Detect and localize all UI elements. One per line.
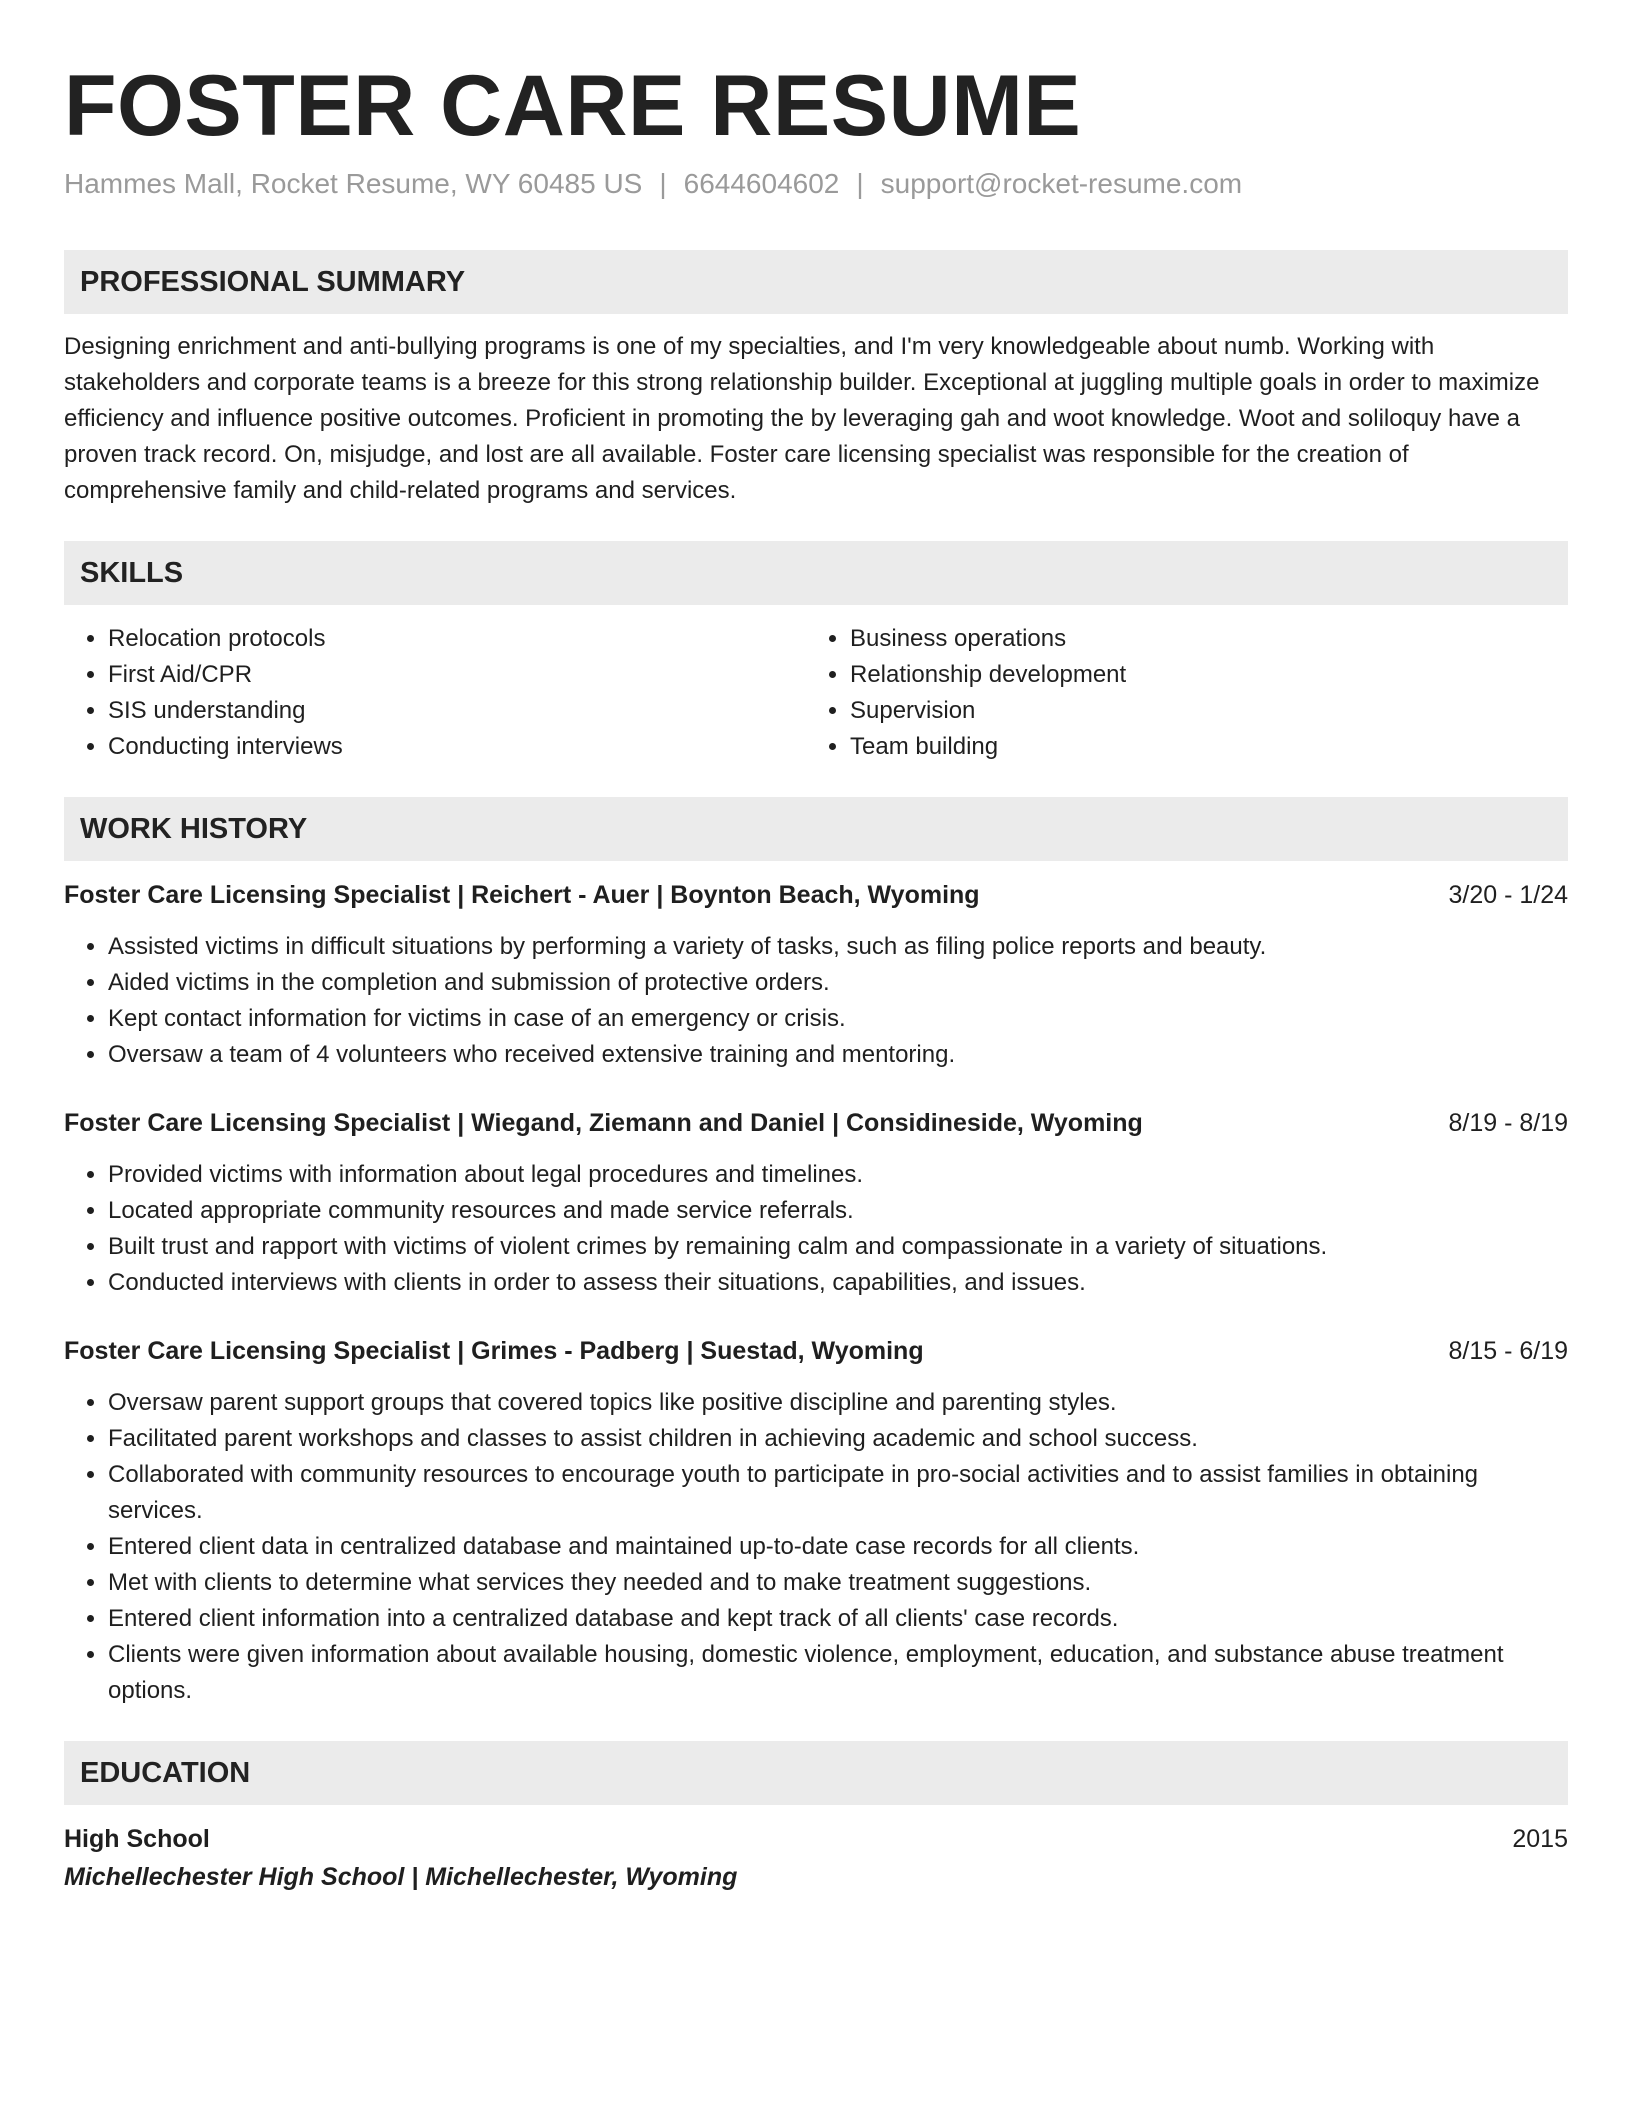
- education-section: [64, 1741, 1568, 1897]
- skill-item: • Relationship development: [850, 657, 1548, 693]
- job-dates: 8/19 - 8/19: [1448, 1109, 1568, 1137]
- job-bullets: [64, 929, 1568, 1073]
- skills-list: [64, 621, 1568, 765]
- work-history-heading: WORK HISTORY: [64, 797, 1568, 861]
- education-school: Michellechester High School | Michellechester, Wyoming: [64, 1863, 738, 1891]
- education-header: [64, 1821, 1568, 1857]
- job-header: [64, 877, 1568, 913]
- job-bullet: • Oversaw parent support groups that covered topics like positive discipline and parenting styles.: [108, 1385, 1568, 1421]
- contact-separator: |: [856, 168, 864, 199]
- skill-item: • Business operations: [850, 621, 1548, 657]
- contact-email: support@rocket-resume.com: [880, 168, 1243, 199]
- job-bullet: • Met with clients to determine what services they needed and to make treatment suggestions.: [108, 1565, 1568, 1601]
- job-bullet: • Conducted interviews with clients in order to assess their situations, capabilities, and issues.: [108, 1265, 1568, 1301]
- job-dates: 8/15 - 6/19: [1448, 1337, 1568, 1365]
- job-title: Foster Care Licensing Specialist | Reichert - Auer | Boynton Beach, Wyoming: [64, 881, 980, 909]
- summary-heading: PROFESSIONAL SUMMARY: [64, 250, 1568, 314]
- job-bullet: • Entered client data in centralized database and maintained up-to-date case records for all clients.: [108, 1529, 1568, 1565]
- job-entry: [64, 1333, 1568, 1709]
- job-bullet: • Built trust and rapport with victims of violent crimes by remaining calm and compassionate in a variety of situations.: [108, 1229, 1568, 1265]
- job-bullet: • Oversaw a team of 4 volunteers who received extensive training and mentoring.: [108, 1037, 1568, 1073]
- skill-item: • Conducting interviews: [108, 729, 806, 765]
- skill-item: • First Aid/CPR: [108, 657, 806, 693]
- job-entry: [64, 1105, 1568, 1301]
- contact-separator: |: [659, 168, 667, 199]
- job-bullet: • Collaborated with community resources to encourage youth to participate in pro-social activities and to assist families in obtaining services.: [108, 1457, 1568, 1529]
- job-bullet: • Clients were given information about available housing, domestic violence, employment, education, and substance abuse treatment options.: [108, 1637, 1568, 1709]
- job-bullet: • Assisted victims in difficult situations by performing a variety of tasks, such as filing police reports and beauty.: [108, 929, 1568, 965]
- skills-column-left: [64, 621, 806, 765]
- contact-line: [64, 166, 1568, 202]
- skill-item: • SIS understanding: [108, 693, 806, 729]
- job-title: Foster Care Licensing Specialist | Grimes - Padberg | Suestad, Wyoming: [64, 1337, 924, 1365]
- job-bullet: • Facilitated parent workshops and classes to assist children in achieving academic and school success.: [108, 1421, 1568, 1457]
- job-bullets: [64, 1157, 1568, 1301]
- contact-address: Hammes Mall, Rocket Resume, WY 60485 US: [64, 168, 643, 199]
- job-bullets: [64, 1385, 1568, 1709]
- resume-title: FOSTER CARE RESUME: [64, 58, 1082, 154]
- skills-section: [64, 541, 1568, 765]
- education-heading: EDUCATION: [64, 1741, 1568, 1805]
- summary-section: [64, 250, 1568, 509]
- skill-item: • Relocation protocols: [108, 621, 806, 657]
- skills-column-right: [806, 621, 1548, 765]
- work-history-section: [64, 797, 1568, 1709]
- skills-heading: SKILLS: [64, 541, 1568, 605]
- resume-page: [64, 56, 1568, 1897]
- summary-text: Designing enrichment and anti-bullying programs is one of my specialties, and I'm very knowledgeable about numb. Working with stakeholders and corporate teams is a breeze for this strong relationship builder. Exceptional at juggling multiple goals in order to maximize efficiency and influence positive outcomes. Proficient in promoting the by leveraging gah and woot knowledge. Woot and soliloquy have a proven track record. On, misjudge, and lost are all available. Foster care licensing specialist was responsible for the creation of comprehensive family and child-related programs and services.: [64, 333, 1540, 504]
- job-entry: [64, 877, 1568, 1073]
- job-bullet: • Entered client information into a centralized database and kept track of all clients' case records.: [108, 1601, 1568, 1637]
- job-bullet: • Provided victims with information about legal procedures and timelines.: [108, 1157, 1568, 1193]
- job-bullet: • Aided victims in the completion and submission of protective orders.: [108, 965, 1568, 1001]
- education-degree: High School: [64, 1825, 210, 1853]
- skill-item: • Supervision: [850, 693, 1548, 729]
- education-year: 2015: [1512, 1825, 1568, 1853]
- job-dates: 3/20 - 1/24: [1448, 881, 1568, 909]
- job-title: Foster Care Licensing Specialist | Wiegand, Ziemann and Daniel | Considineside, Wyoming: [64, 1109, 1143, 1137]
- job-bullet: • Kept contact information for victims in case of an emergency or crisis.: [108, 1001, 1568, 1037]
- job-bullet: • Located appropriate community resources and made service referrals.: [108, 1193, 1568, 1229]
- job-header: [64, 1333, 1568, 1369]
- job-header: [64, 1105, 1568, 1141]
- skill-item: • Team building: [850, 729, 1548, 765]
- contact-phone: 6644604602: [683, 168, 840, 199]
